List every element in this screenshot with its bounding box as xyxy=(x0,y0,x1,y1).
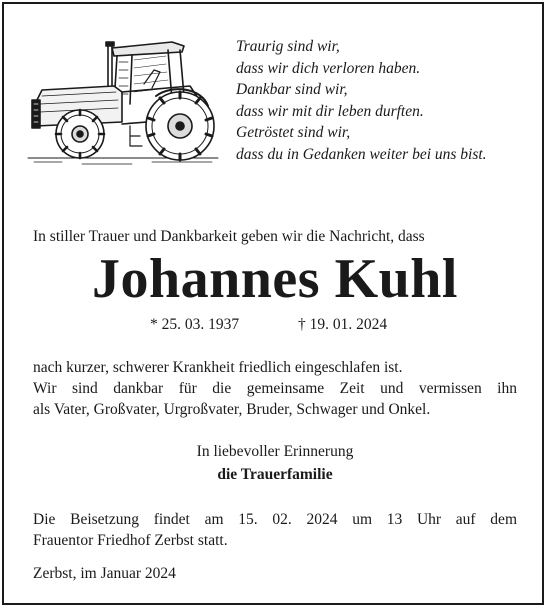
birth-date: * 25. 03. 1937 xyxy=(150,316,240,333)
body-text xyxy=(33,357,517,421)
death-date: † 19. 01. 2024 xyxy=(298,316,388,333)
poem-line: dass du in Gedanken weiter bei uns bist. xyxy=(236,145,487,163)
body-line: nach kurzer, schwerer Krankheit friedlich eingeschlafen ist. xyxy=(33,359,403,376)
intro-text: In stiller Trauer und Dankbarkeit geben wir die Nachricht, dass xyxy=(33,228,425,245)
poem-line: Traurig sind wir, xyxy=(236,38,340,55)
body-line: Wir sind dankbar für die gemeinsame Zeit und vermissen ihn xyxy=(33,380,517,398)
tractor-icon xyxy=(22,26,222,174)
poem-line: Getröstet sind wir, xyxy=(236,124,351,142)
remembrance-text: In liebevoller Erinnerung xyxy=(196,443,354,460)
poem-line: Dankbar sind wir, xyxy=(236,81,348,99)
body-line: als Vater, Großvater, Urgroßvater, Bruder, Schwager und Onkel. xyxy=(33,401,431,419)
funeral-line: Die Beisetzung findet am 15. 02. 2024 um 13 Uhr auf dem xyxy=(33,511,517,528)
poem-line: dass wir mit dir leben durften. xyxy=(236,102,424,120)
place-date: Zerbst, im Januar 2024 xyxy=(33,565,176,582)
poem-line: dass wir dich verloren haben. xyxy=(236,59,421,77)
deceased-name: Johannes Kuhl xyxy=(92,248,458,310)
family-signature: die Trauerfamilie xyxy=(217,466,333,483)
poem xyxy=(236,36,487,166)
funeral-line: Frauentor Friedhof Zerbst statt. xyxy=(33,532,228,550)
funeral-info xyxy=(33,509,517,551)
